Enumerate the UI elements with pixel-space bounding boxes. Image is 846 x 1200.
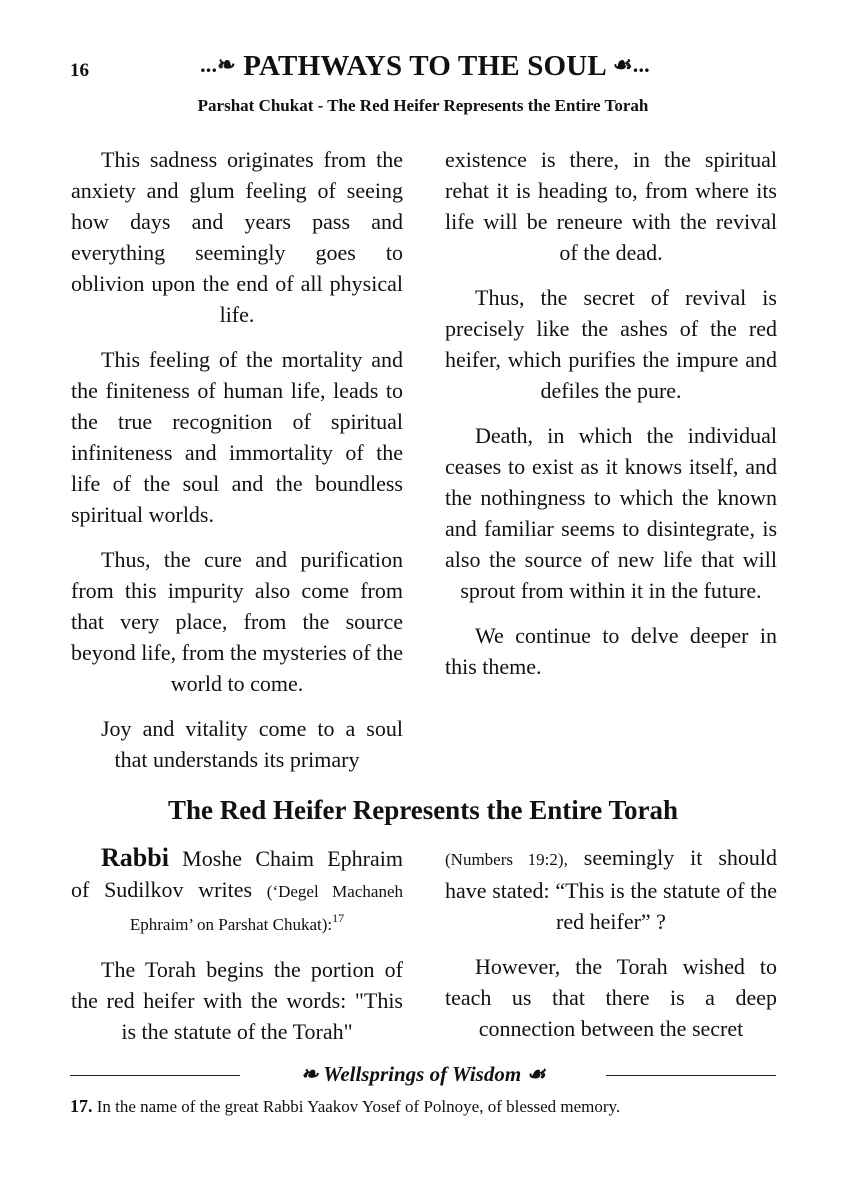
paragraph: Thus, the secret of revival is precisely like the ashes of the red heifer, which purifies the impure and defiles the pure. [445,285,777,403]
footnote-text: In the name of the great Rabbi Yaakov Yosef of Polnoye, of blessed memory. [92,1097,621,1116]
book-title: PATHWAYS TO THE SOUL [243,50,606,82]
paragraph: We continue to delve deeper in this theme. [445,623,777,679]
paragraph: This sadness originates from the anxiety and glum feeling of seeing how days and years pass and everything seemingly goes to oblivion upon the end of all physical life. [71,147,403,327]
paragraph: Death, in which the individual ceases to exist as it knows itself, and the nothingness to which the known and familiar seems to disintegrate, is also the source of new life that will sprout from within it in the future. [445,423,777,603]
paragraph: This feeling of the mortality and the finiteness of human life, leads to the true recognition of spiritual infiniteness and immortality of the life of the soul and the boundless spiritual worlds. [71,347,403,527]
footnote-number: 17. [70,1096,93,1116]
chapter-subtitle: Parshat Chukat - The Red Heifer Represents the Entire Torah [197,96,649,115]
paragraph: However, the Torah wished to teach us that there is a deep connection between the secret [445,954,777,1041]
intro-text: Moshe Chaim Ephraim of Sudilkov writes [71,846,403,902]
paragraph [445,842,777,937]
footnote [70,1096,776,1117]
paragraph-text: seemingly it should have stated: “This is the statute of the red heifer” ? [445,845,778,934]
swirl-left-icon: ❧ [300,1062,319,1086]
footer-banner-text: Wellsprings of Wisdom [323,1062,522,1086]
paragraph: Thus, the cure and purification from this impurity also come from that very place, from the source beyond life, from the mysteries of the world to come. [71,547,403,696]
paragraph: existence is there, in the spiritual rehat it is heading to, from where its life will be reneure with the revival of the dead. [445,147,777,265]
page-number: 16 [70,60,89,81]
top-right-column [445,144,777,696]
source-citation: (Numbers 19:2), [445,850,568,869]
swirl-right-icon: ☙ [526,1062,546,1086]
section-title: The Red Heifer Represents the Entire Torah [168,795,678,825]
running-header [130,50,720,83]
ornament-right-icon: ... [632,52,650,77]
rabbi-word: Rabbi [101,843,169,872]
paragraph [71,842,403,940]
source-citation: (‘Degel Machaneh Ephraim’ on Parshat Chukat): [129,882,403,934]
top-left-column [71,144,403,789]
ornament-swirl-left-icon: ❧ [217,52,236,77]
paragraph: The Torah begins the portion of the red heifer with the words: "This is the statute of the Torah" [71,957,403,1044]
ornament-left-icon: ... [200,52,218,77]
bottom-left-column [71,842,403,1061]
bottom-right-column [445,842,777,1058]
ornament-swirl-right-icon: ☙ [612,52,633,77]
paragraph: Joy and vitality come to a soul that understands its primary [101,716,403,772]
footer-banner [240,1062,606,1087]
footnote-mark[interactable]: 17 [332,911,345,925]
